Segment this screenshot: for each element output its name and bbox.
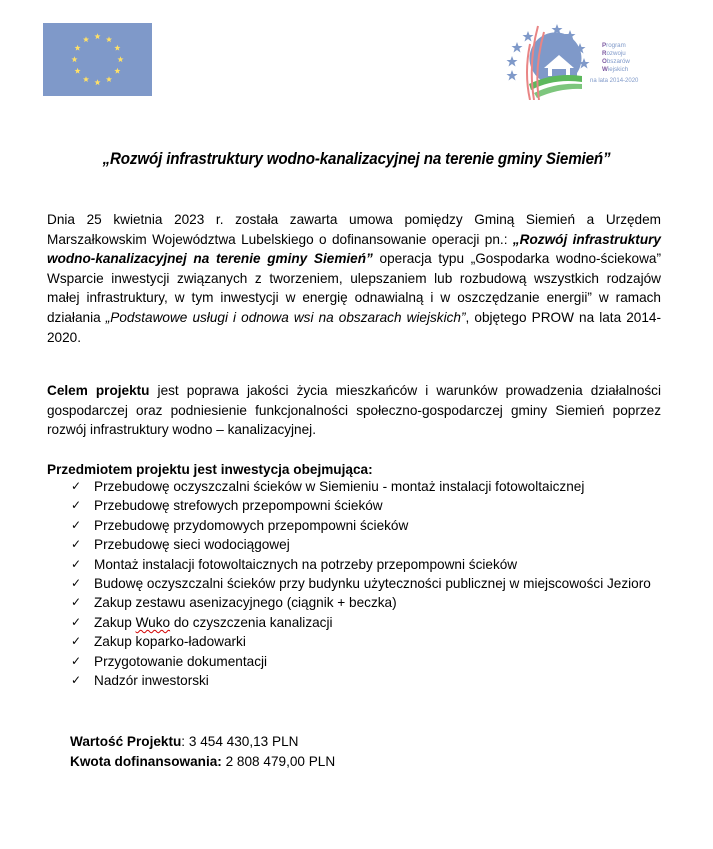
list-item: ✓ Zakup Wuko do czyszczenia kanalizacji	[47, 613, 661, 632]
list-item: ✓ Nadzór inwestorski	[47, 671, 661, 690]
checkmark-icon: ✓	[71, 479, 82, 493]
list-item: ✓ Przebudowę sieci wodociągowej	[47, 535, 661, 554]
star-icon	[114, 68, 120, 74]
star-icon	[71, 56, 77, 62]
checkmark-icon: ✓	[71, 576, 82, 591]
prow-logo	[504, 18, 644, 100]
star-icon	[94, 33, 100, 39]
operation-name: „Rozwój infrastruktury wodno-kanalizacyjnej na terenie gminy Siemień”	[47, 231, 661, 267]
action-name: „Podstawowe usługi i odnowa wsi na obszarach wiejskich”	[105, 309, 466, 325]
spellcheck-flagged-word[interactable]: Wuko	[135, 614, 171, 630]
checkmark-icon: ✓	[71, 673, 82, 688]
star-icon	[106, 76, 112, 82]
goal-label: Celem projektu	[47, 383, 150, 398]
eu-flag-logo	[43, 23, 152, 96]
financials	[70, 732, 335, 771]
checkmark-icon: ✓	[71, 537, 82, 552]
list-item: ✓ Budowę oczyszczalni ścieków przy budynku użyteczności publicznej w miejscowości Jezioro	[47, 574, 661, 593]
goal-paragraph	[47, 381, 661, 440]
list-item: ✓ Przygotowanie dokumentacji	[47, 652, 661, 671]
scope-list	[47, 477, 661, 690]
checkmark-icon: ✓	[71, 614, 82, 629]
funding-label: Kwota dofinansowania:	[70, 753, 222, 769]
checkmark-icon: ✓	[71, 517, 82, 532]
intro-paragraph	[47, 210, 661, 347]
list-item: ✓ Zakup zestawu asenizacyjnego (ciągnik + beczka)	[47, 593, 661, 612]
scope-heading: Przedmiotem projektu jest inwestycja obejmująca:	[47, 462, 373, 477]
document-title: „Rozwój infrastruktury wodno-kanalizacyjnej na terenie gminy Siemień”	[102, 150, 611, 168]
star-icon	[83, 36, 89, 42]
project-value-label: Wartość Projektu	[70, 734, 182, 749]
list-item: ✓ Montaż instalacji fotowoltaicznych na potrzeby przepompowni ścieków	[47, 555, 661, 574]
checkmark-icon: ✓	[71, 556, 82, 571]
funding-value: 2 808 479,00 PLN	[221, 753, 336, 769]
prow-line: Program	[602, 42, 626, 49]
list-item: ✓ Przebudowę przydomowych przepompowni ścieków	[47, 516, 661, 535]
star-icon	[106, 36, 112, 42]
star-icon	[114, 45, 120, 51]
goal-text: jest poprawa jakości życia mieszkańców i warunków prowadzenia działalności gospodarczej oraz podniesienie funkcjonalności społeczno-gospodarczej gminy Siemień poprzez rozwój infrastruktury wodno – kanalizacyjnej.	[47, 383, 661, 438]
funding-row	[70, 752, 335, 772]
list-item: ✓ Przebudowę strefowych przepompowni ścieków	[47, 496, 661, 515]
star-icon	[75, 45, 81, 51]
prow-line: Wiejskich	[602, 66, 629, 73]
checkmark-icon: ✓	[71, 634, 82, 649]
star-icon	[83, 76, 89, 82]
project-value: 3 454 430,13 PLN	[188, 734, 299, 749]
prow-logo-text	[602, 42, 630, 74]
list-item: ✓ Zakup koparko-ładowarki	[47, 632, 661, 651]
project-value-row: Wartość Projektu: 3 454 430,13 PLN	[70, 734, 299, 749]
intro-text: operacja typu „Gospodarka wodno-ściekowa” Wsparcie inwestycji związanych z tworzeniem, ulepszaniem lub rozbudową wszystkich rodzajów małej infrastruktury, w tym inwestycji w energię odnawialną i w oszczędzanie energii” w ramach działania	[47, 251, 661, 325]
star-icon	[117, 56, 123, 62]
star-icon	[94, 79, 100, 85]
checkmark-icon: ✓	[71, 653, 82, 668]
star-icon	[75, 68, 81, 74]
eu-flag-icon	[43, 23, 152, 96]
prow-line: Obszarów	[602, 58, 630, 65]
intro-text: , objętego PROW na lata 2014-2020.	[47, 309, 661, 345]
prow-years: na lata 2014-2020	[590, 78, 639, 84]
prow-logo-icon	[504, 18, 599, 100]
checkmark-icon: ✓	[71, 498, 82, 513]
list-item: ✓ Przebudowę oczyszczalni ścieków w Siemieniu - montaż instalacji fotowoltaicznej	[47, 477, 661, 496]
checkmark-icon: ✓	[71, 595, 82, 610]
prow-line: Rozwoju	[602, 50, 626, 57]
intro-text: Dnia 25 kwietnia 2023 r. została zawarta umowa pomiędzy Gminą Siemień a Urzędem Marszałkowskim Województwa Lubelskiego o dofinansowanie operacji pn.:	[47, 212, 661, 247]
